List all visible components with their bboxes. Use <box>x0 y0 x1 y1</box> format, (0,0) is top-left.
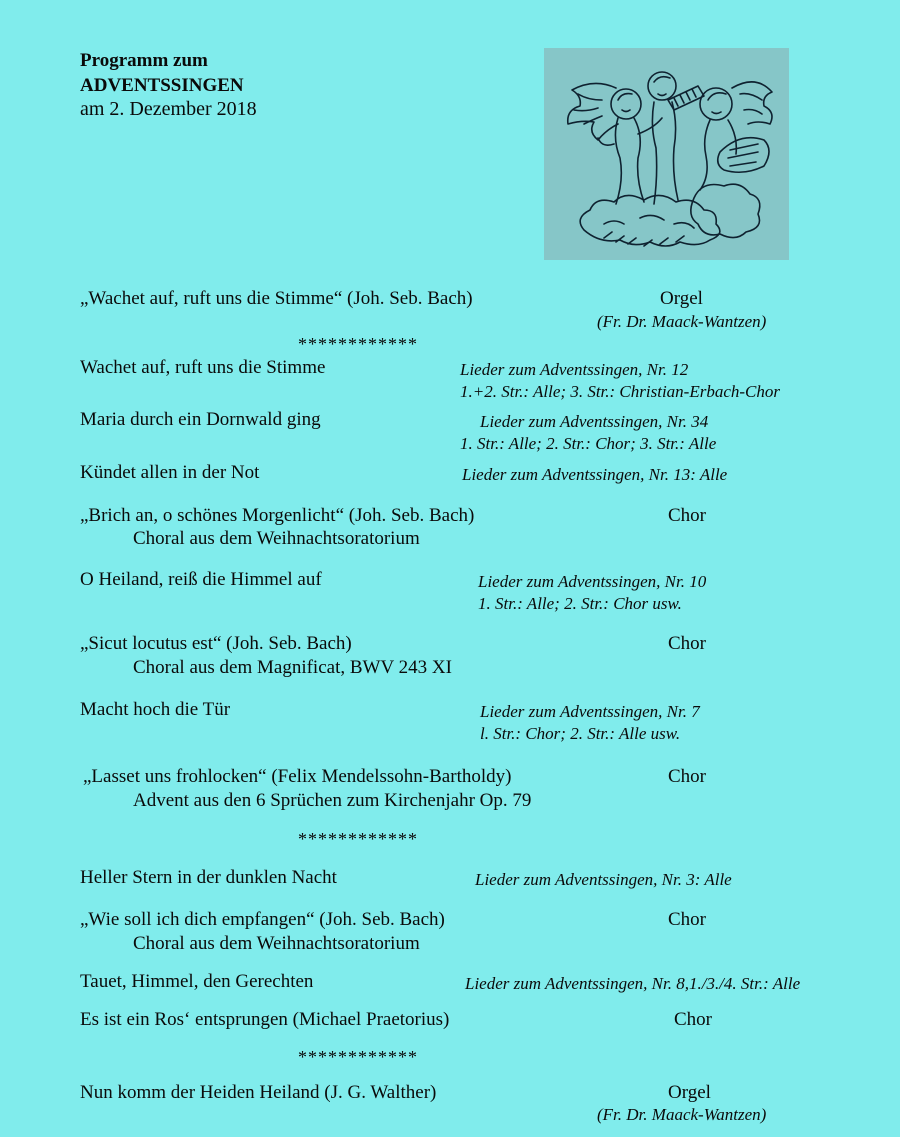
program-item-title: Maria durch ein Dornwald ging <box>80 409 321 430</box>
separator: ************ <box>298 1047 418 1067</box>
header-line-1: Programm zum <box>80 50 208 71</box>
program-item-verse-info: 1. Str.: Alle; 2. Str.: Chor usw. <box>478 594 682 613</box>
program-item-songbook-ref: Lieder zum Adventssingen, Nr. 7 <box>480 702 700 721</box>
program-item-performer: Chor <box>668 766 706 787</box>
program-item-title: Kündet allen in der Not <box>80 462 260 483</box>
program-item-title: Nun komm der Heiden Heiland (J. G. Walther) <box>80 1082 437 1103</box>
program-item-performer: Chor <box>668 505 706 526</box>
program-item-verse-info: 1.+2. Str.: Alle; 3. Str.: Christian-Erbach-Chor <box>460 382 780 401</box>
program-item-title: „Lasset uns frohlocken“ (Felix Mendelssohn-Bartholdy) <box>83 766 512 787</box>
program-item-title: „Sicut locutus est“ (Joh. Seb. Bach) <box>80 633 352 654</box>
program-item-performer: Chor <box>674 1009 712 1030</box>
program-item-songbook-ref: Lieder zum Adventssingen, Nr. 13: Alle <box>462 465 728 484</box>
program-item-performer: Orgel <box>660 288 703 309</box>
program-item-songbook-ref: Lieder zum Adventssingen, Nr. 10 <box>478 572 707 591</box>
program-item-title: Heller Stern in der dunklen Nacht <box>80 867 337 888</box>
program-item-subtitle: Choral aus dem Weihnachtsoratorium <box>133 933 420 954</box>
program-item-songbook-ref: Lieder zum Adventssingen, Nr. 8,1./3./4. Str.: Alle <box>465 974 801 993</box>
program-item-performer: Orgel <box>668 1082 711 1103</box>
program-item-subtitle: Advent aus den 6 Sprüchen zum Kirchenjahr Op. 79 <box>133 790 532 811</box>
program-item-title: Es ist ein Ros‘ entsprungen (Michael Praetorius) <box>80 1009 450 1030</box>
program-item-title: „Wie soll ich dich empfangen“ (Joh. Seb. Bach) <box>80 909 445 930</box>
program-item-performer: Chor <box>668 909 706 930</box>
program-item-performer: Chor <box>668 633 706 654</box>
separator: ************ <box>298 334 418 354</box>
header-title: ADVENTSSINGEN <box>80 75 244 96</box>
program-item-songbook-ref: Lieder zum Adventssingen, Nr. 34 <box>480 412 709 431</box>
program-item-subtitle: Choral aus dem Magnificat, BWV 243 XI <box>133 657 452 678</box>
program-item-performer-note: (Fr. Dr. Maack-Wantzen) <box>597 1105 767 1124</box>
program-item-title: O Heiland, reiß die Himmel auf <box>80 569 322 590</box>
program-item-songbook-ref: Lieder zum Adventssingen, Nr. 3: Alle <box>475 870 732 889</box>
program-item-title: „Wachet auf, ruft uns die Stimme“ (Joh. Seb. Bach) <box>80 288 473 309</box>
program-item-verse-info: l. Str.: Chor; 2. Str.: Alle usw. <box>480 724 681 743</box>
program-item-subtitle: Choral aus dem Weihnachtsoratorium <box>133 528 420 549</box>
program-item-title: Macht hoch die Tür <box>80 699 231 720</box>
program-item-songbook-ref: Lieder zum Adventssingen, Nr. 12 <box>460 360 689 379</box>
program-item-title: Tauet, Himmel, den Gerechten <box>80 971 314 992</box>
program-item-verse-info: 1. Str.: Alle; 2. Str.: Chor; 3. Str.: Alle <box>460 434 717 453</box>
separator: ************ <box>298 829 418 849</box>
program-item-title: „Brich an, o schönes Morgenlicht“ (Joh. Seb. Bach) <box>80 505 475 526</box>
program-item-title: Wachet auf, ruft uns die Stimme <box>80 357 326 378</box>
header-date: am 2. Dezember 2018 <box>80 98 257 120</box>
program-item-performer-note: (Fr. Dr. Maack-Wantzen) <box>597 312 767 331</box>
cherubs-with-instruments-icon <box>544 48 789 260</box>
